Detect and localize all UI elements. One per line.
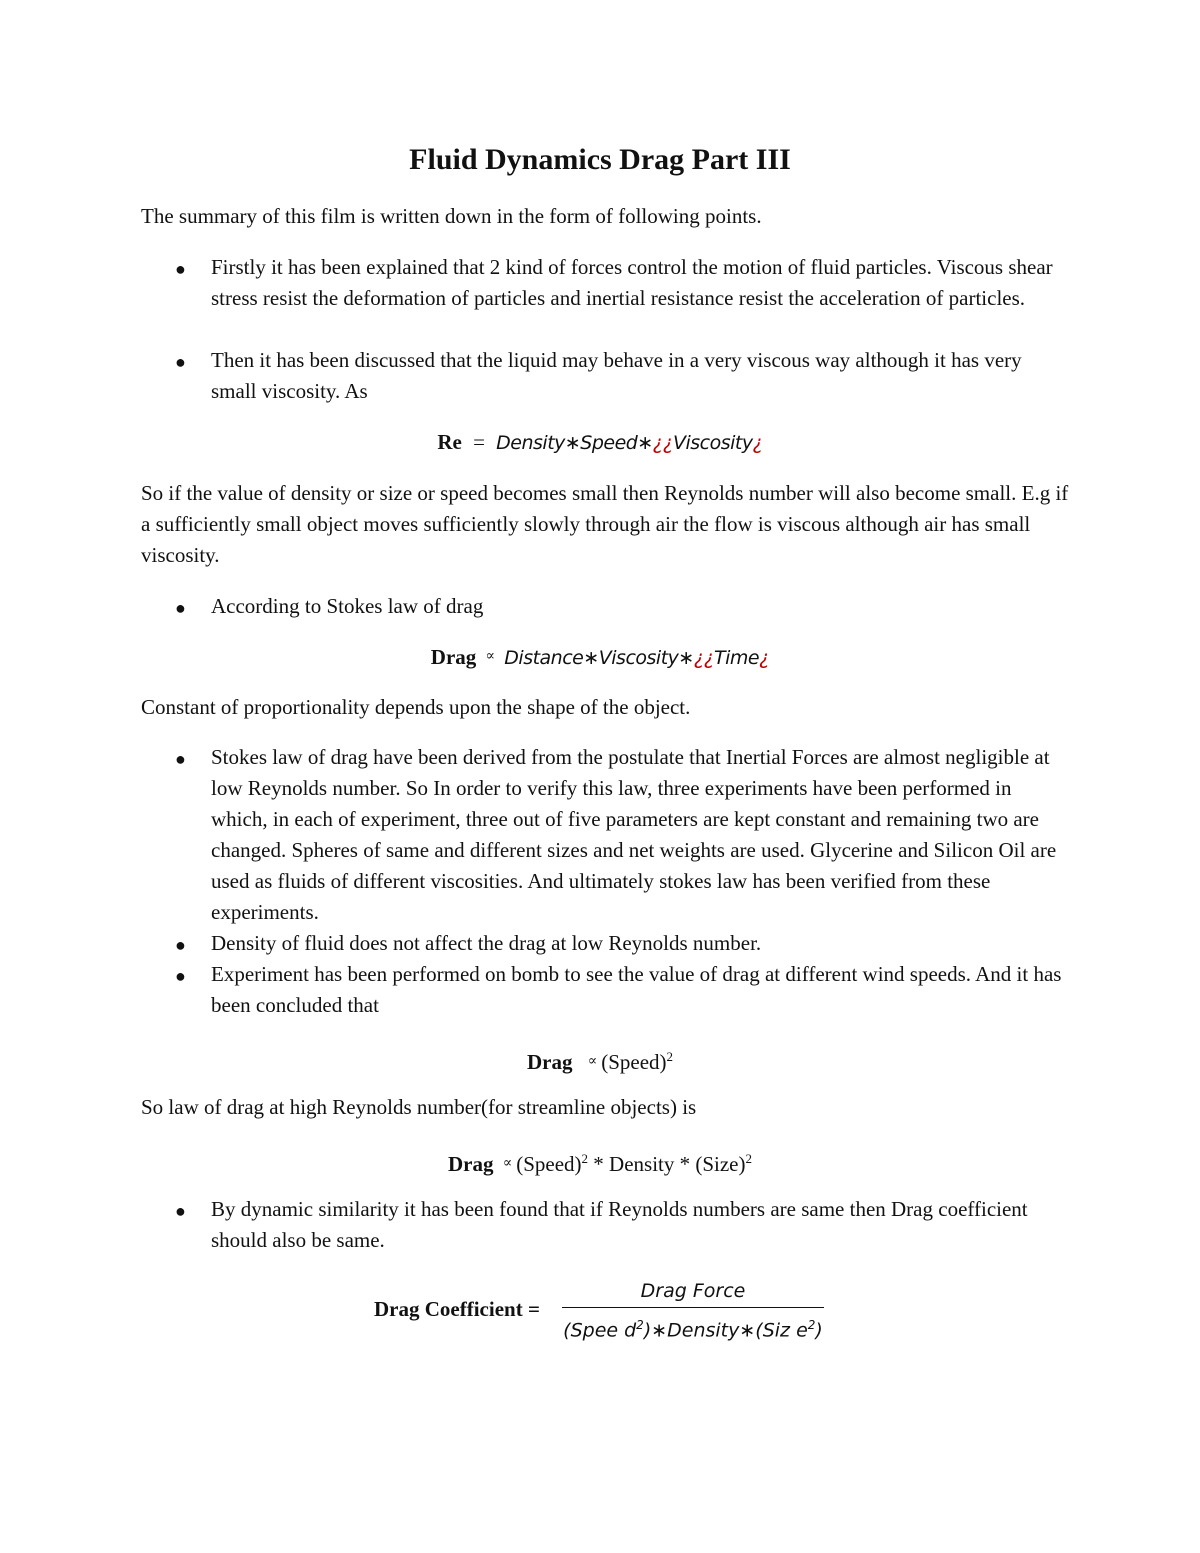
high-reynolds-paragraph: So law of drag at high Reynolds number(for streamline objects) is xyxy=(141,1095,697,1119)
intro-paragraph: The summary of this film is written down in the form of following points. xyxy=(141,204,762,228)
equation-term: Viscosity xyxy=(672,432,753,454)
equation-term: (Speed) xyxy=(601,1050,667,1074)
proportional-symbol: ∝ xyxy=(587,1054,598,1069)
equation-lhs: Drag xyxy=(430,645,477,669)
list-item-text: Then it has been discussed that the liquid may behave in a very viscous way although it has very small viscosity. As xyxy=(211,348,1022,403)
bullet-icon: ● xyxy=(175,598,186,618)
equation-term: Time xyxy=(714,647,760,669)
list-item xyxy=(141,742,1071,928)
bullet-icon: ● xyxy=(175,935,186,955)
exponent: 2 xyxy=(666,1049,674,1064)
bullet-icon: ● xyxy=(175,1201,186,1221)
equation-term: * Density * (Size) xyxy=(588,1152,746,1176)
list-item-text: Density of fluid does not affect the drag at low Reynolds number. xyxy=(211,931,762,955)
exponent: 2 xyxy=(581,1151,589,1166)
list-item xyxy=(141,959,1071,1021)
constant-paragraph: Constant of proportionality depends upon the shape of the object. xyxy=(141,695,691,719)
equation-error-glyph: ¿ xyxy=(759,647,770,669)
bullet-icon: ● xyxy=(175,352,186,372)
list-item xyxy=(141,345,1071,407)
list-item xyxy=(141,591,1071,622)
exponent: 2 xyxy=(807,1318,816,1332)
equation-term: Density∗Speed∗ xyxy=(496,432,653,454)
equation-term: (Speed) xyxy=(516,1152,582,1176)
speed-equation xyxy=(0,1041,1200,1078)
denominator-term: ) xyxy=(815,1319,823,1342)
list-item xyxy=(141,928,1071,959)
list-item-text: Experiment has been performed on bomb to see the value of drag at different wind speeds. And it has been concluded that xyxy=(211,962,1062,1017)
denominator-term: (Spee d xyxy=(563,1319,637,1342)
fraction-numerator: Drag Force xyxy=(640,1280,746,1302)
equation-error-glyph: ¿ xyxy=(752,432,763,454)
exponent: 2 xyxy=(636,1318,644,1332)
fraction-denominator xyxy=(562,1312,824,1343)
fraction-bar xyxy=(562,1307,824,1308)
page-title: Fluid Dynamics Drag Part III xyxy=(409,143,791,176)
list-item-text: By dynamic similarity it has been found that if Reynolds numbers are same then Drag coefficient should also be same. xyxy=(211,1197,1028,1252)
list-item-text: Firstly it has been explained that 2 kind of forces control the motion of fluid particles. Viscous shear stress resist the deformation of particles and inertial resistance resist the acceleration of particles. xyxy=(211,255,1053,310)
equation-lhs: Drag xyxy=(526,1050,573,1074)
bullet-icon: ● xyxy=(175,966,186,986)
fraction xyxy=(562,1276,824,1343)
list-item-text: Stokes law of drag have been derived from the postulate that Inertial Forces are almost negligible at low Reynolds number. So In order to verify this law, three experiments have been performed in which, in each of experiment, three out of five parameters are kept constant and remaining two are changed. Spheres of same and different sizes and net weights are used. Glycerine and Silicon Oil are used as fluids of different viscosities. And ultimately stokes law has been verified from these experiments. xyxy=(211,745,1057,924)
equals-sign: = xyxy=(473,430,485,454)
proportional-symbol: ∝ xyxy=(502,1156,513,1171)
proportional-symbol: ∝ xyxy=(485,649,496,664)
exponent: 2 xyxy=(745,1151,753,1166)
reynolds-equation xyxy=(0,427,1200,459)
equation-term: Distance∗Viscosity∗ xyxy=(504,647,694,669)
high-reynolds-equation xyxy=(0,1143,1200,1180)
reynolds-paragraph: So if the value of density or size or speed becomes small then Reynolds number will also become small. E.g if a sufficiently small object moves sufficiently slowly through air the flow is viscous although air has small viscosity. xyxy=(141,481,1069,567)
equation-error-glyph: ¿¿ xyxy=(652,432,673,454)
bullet-icon: ● xyxy=(175,259,186,279)
bullet-icon: ● xyxy=(175,749,186,769)
equation-lhs: Drag Coefficient = xyxy=(374,1297,540,1321)
list-item xyxy=(141,252,1071,314)
equation-lhs: Re xyxy=(437,430,462,454)
denominator-term: )∗Density∗(Siz e xyxy=(643,1319,808,1342)
list-item xyxy=(141,1194,1071,1256)
equation-lhs: Drag xyxy=(447,1152,494,1176)
list-item-text: According to Stokes law of drag xyxy=(211,594,484,618)
equation-error-glyph: ¿¿ xyxy=(693,647,714,669)
stokes-equation xyxy=(0,641,1200,674)
